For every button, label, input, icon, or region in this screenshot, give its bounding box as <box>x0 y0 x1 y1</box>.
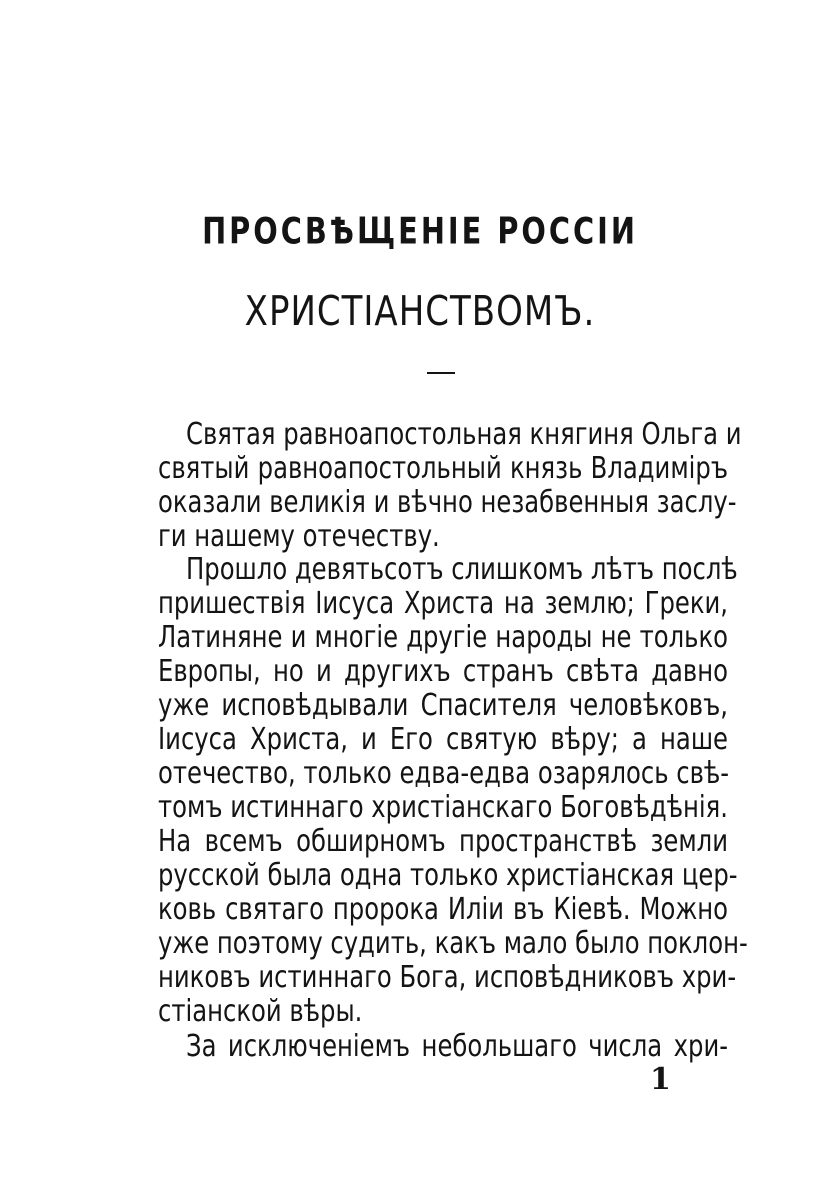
text-line: отечество, только едва-едва озарялось свѣ- <box>158 756 730 791</box>
text-line: оказали великія и вѣчно незабвенныя заслу- <box>158 485 737 520</box>
text-line: стіанской вѣры. <box>158 994 363 1029</box>
text-line: Іисуса Христа, и Его святую вѣру; а наше <box>158 722 728 757</box>
text-line: На всемъ обширномъ пространствѣ земли <box>158 824 728 859</box>
paragraph-2 <box>158 552 748 1029</box>
text-line: пришествія Іисуса Христа на землю; Греки, <box>158 586 728 621</box>
text-line: Европы, но и другихъ странъ свѣта давно <box>158 654 728 689</box>
paragraph-1 <box>158 417 742 554</box>
text-line: Латиняне и многіе другіе народы не только <box>158 620 728 655</box>
text-line: За исключеніемъ небольшаго числа хри- <box>186 1029 728 1064</box>
text-line: никовъ истиннаго Бога, исповѣдниковъ хри- <box>158 960 737 995</box>
text-line: Прошло девятьсотъ слишкомъ лѣтъ послѣ <box>186 552 738 587</box>
text-line: ги нашему отечеству. <box>158 519 440 554</box>
chapter-title: ПРОСВѢЩЕНІЕ РОССІИ <box>202 209 638 253</box>
text-line: русской была одна только христіанская цер- <box>158 858 738 893</box>
paragraph-3 <box>158 1030 728 1064</box>
page-number: 1 <box>650 1062 671 1097</box>
text-line: уже исповѣдывали Спасителя человѣковъ, <box>158 688 728 723</box>
text-line: ковь святаго пророка Иліи въ Кіевѣ. Можно <box>158 892 728 927</box>
title-divider <box>427 372 455 374</box>
text-line: томъ истиннаго христіанскаго Боговѣдѣнія. <box>158 790 728 825</box>
text-line: Святая равноапостольная княгиня Ольга и <box>186 417 742 452</box>
text-line: уже поэтому судить, какъ мало было поклон- <box>158 926 748 961</box>
chapter-subtitle: ХРИСТІАНСТВОМЪ. <box>244 288 596 336</box>
text-line: святый равноапостольный князь Владиміръ <box>158 451 728 486</box>
